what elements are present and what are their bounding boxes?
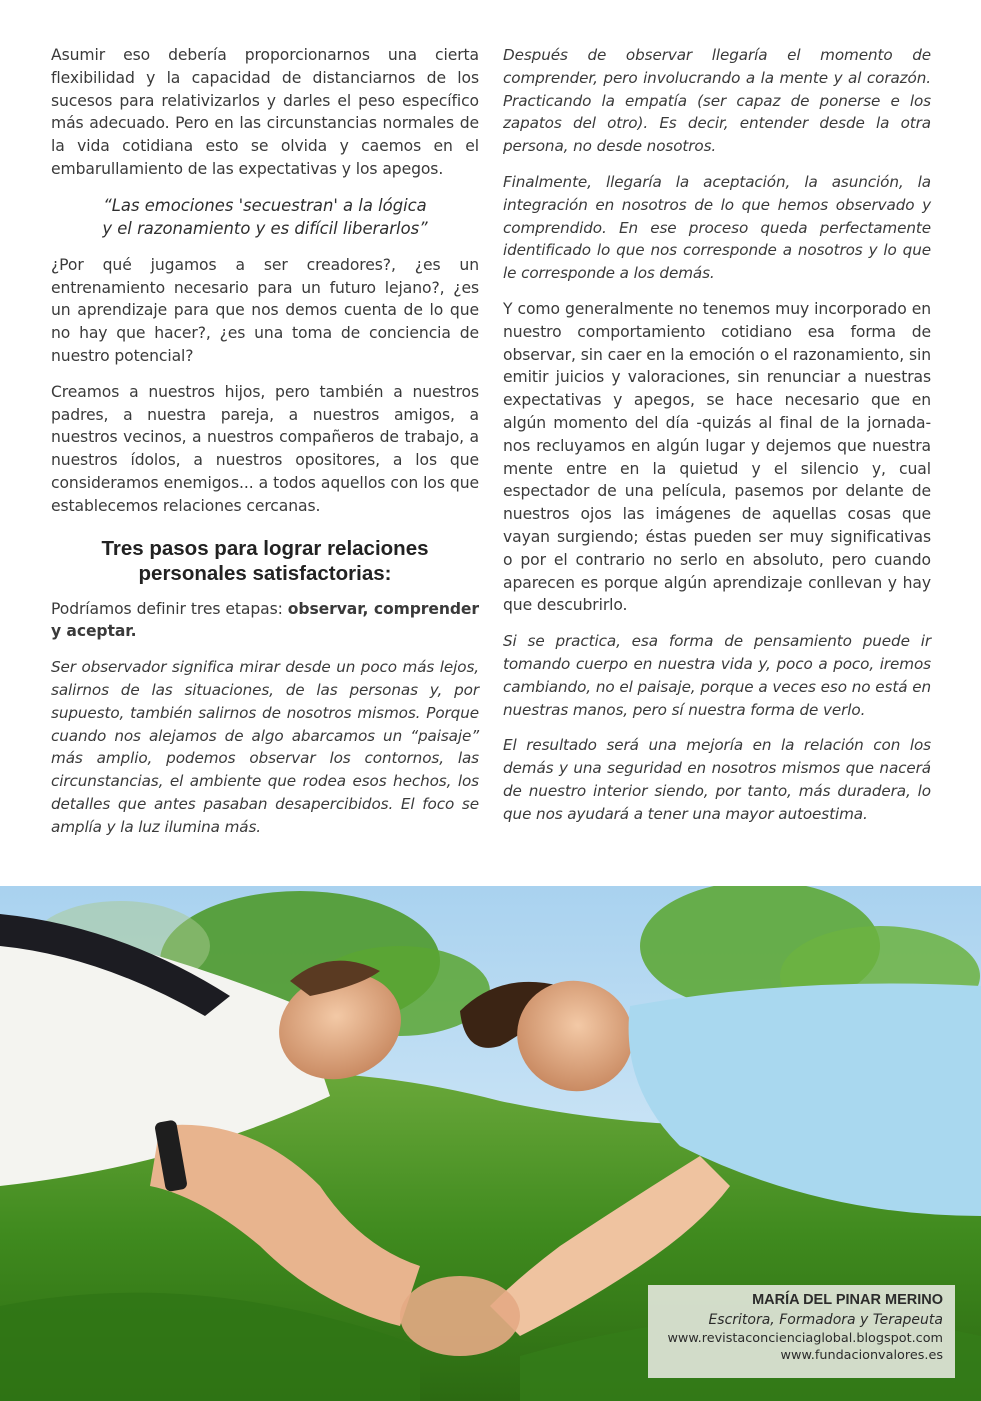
author-name: MARÍA DEL PINAR MERINO <box>752 1292 943 1308</box>
left-paragraph-3: Creamos a nuestros hijos, pero también a nuestros padres, a nuestra pareja, a nuestros amigos, a nuestros vecinos, a nuestros compañeros de trabajo, a nuestros ídolos, a nuestros opositores, a los que consideramos enemigos... a todos aquellos con los que establecemos relaciones cercanas. <box>51 382 479 515</box>
left-column <box>51 44 479 852</box>
pull-quote-line-2: y el razonamiento y es difícil liberarlos” <box>102 218 428 238</box>
right-paragraph-3: Y como generalmente no tenemos muy incorporado en nuestro comportamiento cotidiano esa forma de observar, sin caer en la emoción o el razonamiento, sin emitir juicios y valoraciones, sin renunciar a nuestras expectativas y apegos, se hace necesario que en algún momento del día -quizás al final de la jornada- nos recluyamos en algún lugar y dejemos que nuestra mente entre en la quietud y el silencio y, cual espectador de una película, pasemos por delante de nuestros ojos las imágenes de aquellas cosas que vayan surgiendo; éstas pueden ser muy significativas o por el contrario no serlo en absoluto, pero cuando aparecen es porque algún aprendizaje conllevan y hay que descubrirlo. <box>503 299 931 615</box>
right-paragraph-4: Si se practica, esa forma de pensamiento puede ir tomando cuerpo en nuestra vida y, poco a poco, iremos cambiando, no el paisaje, porque a veces eso no está en nuestras manos, pero sí nuestra forma de verlo. <box>503 632 931 719</box>
right-paragraph-5: El resultado será una mejoría en la relación con los demás y una seguridad en nosotros mismos que nacerá de nuestro interior siendo, por tanto, más duradera, lo que nos ayudará a tener una mayor autoestima. <box>503 736 931 823</box>
author-credit-box <box>648 1285 955 1378</box>
left-paragraph-5: Ser observador significa mirar desde un poco más lejos, salirnos de las situaciones, de las personas y, por supuesto, también salirnos de nosotros mismos. Porque cuando nos alejamos de algo abarcamos un “paisaje” más amplio, podemos observar los contornos, las circunstancias, el ambiente que rodea esos hechos, los detalles que antes pasaban desapercibidos. El foco se amplía y la luz ilumina más. <box>51 658 479 836</box>
section-heading-line-2: personales satisfactorias: <box>138 561 392 585</box>
right-paragraph-2: Finalmente, llegaría la aceptación, la asunción, la integración en nosotros de lo que hemos observado y comprendido. En ese proceso queda perfectamente identificado lo que nos corresponde a nosotros y lo que le corresponde a los demás. <box>503 172 931 283</box>
left-paragraph-4 <box>51 598 479 644</box>
website-link-1[interactable]: www.revistaconcienciaglobal.blogspot.com <box>667 1331 943 1346</box>
stages-lead: Podríamos definir tres etapas: <box>51 599 288 618</box>
section-heading-line-1: Tres pasos para lograr relaciones <box>101 536 429 560</box>
author-role: Escritora, Formadora y Terapeuta <box>708 1312 943 1328</box>
stages-bold: observar, comprender y aceptar. <box>51 599 479 641</box>
left-paragraph-2: ¿Por qué jugamos a ser creadores?, ¿es un entrenamiento necesario para un futuro lejano?, ¿es un aprendizaje para que nos demos cuenta de lo que no hay que hacer?, ¿es una toma de conciencia de nuestro potencial? <box>51 255 479 365</box>
pull-quote-line-1: “Las emociones 'secuestran' a la lógica <box>103 195 427 215</box>
section-heading <box>51 536 479 586</box>
left-paragraph-1: Asumir eso debería proporcionarnos una cierta flexibilidad y la capacidad de distanciarnos de los sucesos para relativizarlos y darles el peso específico más adecuado. Pero en las circunstancias normales de la vida cotidiana esto se olvida y caemos en el embarullamiento de las expectativas y los apegos. <box>51 46 479 178</box>
pull-quote <box>51 194 479 240</box>
right-column <box>503 44 931 839</box>
website-link-2[interactable]: www.fundacionvalores.es <box>780 1348 943 1363</box>
right-paragraph-1: Después de observar llegaría el momento de comprender, pero involucrando a la mente y al corazón. Practicando la empatía (ser capaz de ponerse e los zapatos del otro). Es decir, entender desde la otra persona, no desde nosotros. <box>503 46 931 156</box>
